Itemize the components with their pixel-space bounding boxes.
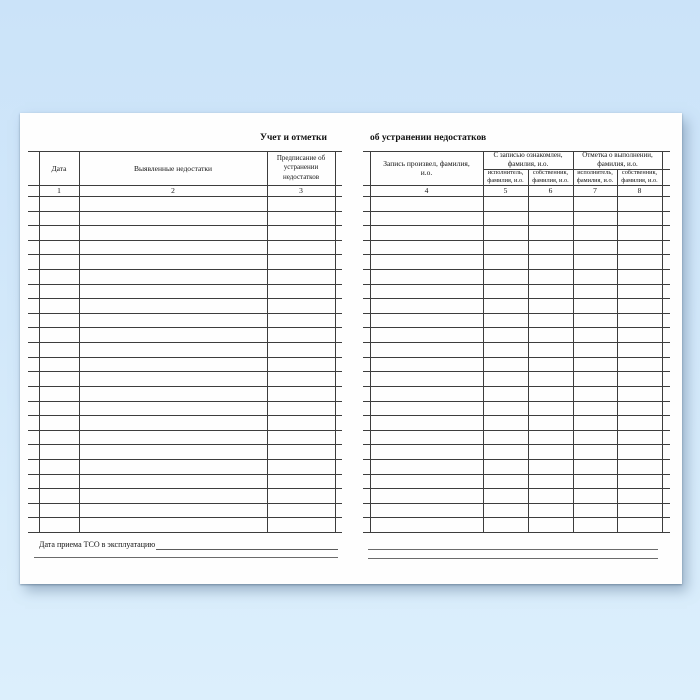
left-table-row-line bbox=[28, 430, 342, 431]
subheader-executor-acknowledged: исполнитель, фамилия, и.о. bbox=[487, 169, 524, 184]
right-table-row-line bbox=[363, 430, 670, 431]
right-table-row-line bbox=[363, 327, 670, 328]
right-table-row-line bbox=[363, 401, 670, 402]
right-table-row-line bbox=[363, 225, 670, 226]
right-table-row-line bbox=[363, 269, 670, 270]
left-table-row-line bbox=[28, 532, 342, 533]
header-defects: Выявленные недостатки bbox=[133, 163, 213, 173]
right-table-row-line bbox=[363, 313, 670, 314]
left-table-row-line bbox=[28, 313, 342, 314]
left-table-row-line bbox=[28, 401, 342, 402]
left-table-row-line bbox=[28, 488, 342, 489]
right-table-col5-separator bbox=[528, 169, 529, 532]
right-table-row-line bbox=[363, 211, 670, 212]
right-table-row-line bbox=[363, 532, 670, 533]
left-table-row-line bbox=[28, 415, 342, 416]
left-table-row-line bbox=[28, 240, 342, 241]
column-number-1: 1 bbox=[57, 186, 61, 195]
left-table-row-line bbox=[28, 474, 342, 475]
right-table-row-line bbox=[363, 517, 670, 518]
right-table-row-line bbox=[363, 240, 670, 241]
column-number-7: 7 bbox=[593, 186, 597, 195]
right-table-row-line bbox=[363, 415, 670, 416]
acceptance-date-row bbox=[39, 539, 338, 550]
right-footer-blank-line-2 bbox=[368, 558, 658, 559]
acceptance-date-label: Дата приема ТСО в эксплуатацию bbox=[39, 540, 156, 549]
left-table-row-line bbox=[28, 444, 342, 445]
page-title-left: Учет и отметки bbox=[259, 133, 327, 143]
left-table-row-line bbox=[28, 517, 342, 518]
right-table-number-rule bbox=[363, 196, 670, 197]
right-table-row-line bbox=[363, 444, 670, 445]
left-table-row-line bbox=[28, 284, 342, 285]
left-table-row-line bbox=[28, 269, 342, 270]
left-table-row-line bbox=[28, 371, 342, 372]
right-table-row-line bbox=[363, 342, 670, 343]
left-table-row-line bbox=[28, 386, 342, 387]
left-table-row-line bbox=[28, 327, 342, 328]
right-footer-blank-line-1 bbox=[368, 549, 658, 550]
document-sheet bbox=[20, 113, 682, 584]
left-footer-blank-line bbox=[34, 557, 338, 558]
subheader-owner-completion: собственник, фамилия, и.о. bbox=[621, 169, 658, 184]
left-table-row-line bbox=[28, 357, 342, 358]
left-table-row-line bbox=[28, 298, 342, 299]
header-record-by: Запись произвел, фамилия, и.о. bbox=[383, 159, 470, 177]
acceptance-date-blank-line bbox=[156, 539, 338, 550]
left-table-row-line bbox=[28, 254, 342, 255]
header-date: Дата bbox=[51, 163, 67, 173]
right-table-row-line bbox=[363, 254, 670, 255]
column-number-8: 8 bbox=[637, 186, 642, 195]
right-table-row-line bbox=[363, 284, 670, 285]
left-table-row-line bbox=[28, 459, 342, 460]
left-table-row-line bbox=[28, 503, 342, 504]
right-table-row-line bbox=[363, 503, 670, 504]
column-number-2: 2 bbox=[171, 186, 175, 195]
right-table-row-line bbox=[363, 298, 670, 299]
left-table-row-line bbox=[28, 225, 342, 226]
left-table-number-rule bbox=[28, 196, 342, 197]
column-number-5: 5 bbox=[503, 186, 508, 195]
right-table-col7-separator bbox=[617, 169, 618, 532]
right-table-row-line bbox=[363, 459, 670, 460]
column-number-3: 3 bbox=[299, 186, 303, 195]
left-table-row-line bbox=[28, 211, 342, 212]
page-title-right: об устранении недостатков bbox=[370, 133, 487, 143]
right-table-row-line bbox=[363, 488, 670, 489]
right-table-row-line bbox=[363, 474, 670, 475]
subheader-executor-completion: исполнитель, фамилия, и.о. bbox=[576, 169, 614, 184]
header-completion-group: Отметка о выполнении, фамилия, и.о. bbox=[582, 151, 653, 168]
column-number-4: 4 bbox=[424, 186, 429, 195]
subheader-owner-acknowledged: собственник, фамилия, и.о. bbox=[532, 169, 569, 184]
header-prescription: Предписание об устранении недостатков bbox=[276, 154, 326, 181]
header-acknowledged-group: С записью ознакомлен, фамилия, и.о. bbox=[493, 151, 563, 168]
column-number-6: 6 bbox=[548, 186, 553, 195]
right-table-row-line bbox=[363, 371, 670, 372]
left-table-row-line bbox=[28, 342, 342, 343]
right-table-row-line bbox=[363, 357, 670, 358]
right-table-row-line bbox=[363, 386, 670, 387]
